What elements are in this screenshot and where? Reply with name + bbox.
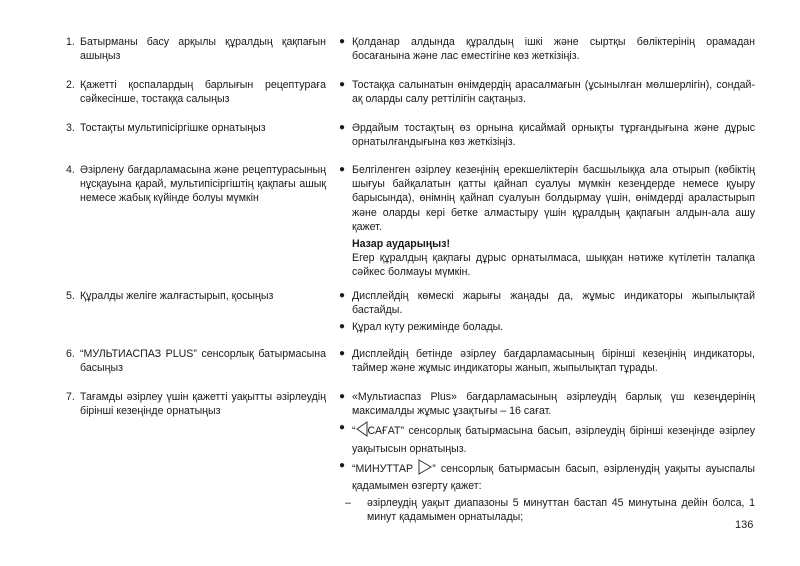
step-number: 5. [66,290,75,302]
step-7-notes [339,390,755,525]
step-number: 4. [66,164,75,176]
step-2-notes [339,78,755,109]
bullet-dot-icon: ● [339,79,346,90]
step-3-instruction [60,121,326,135]
triangle-right-icon [418,459,432,479]
step-5-instruction [60,289,326,303]
triangle-left-icon [356,421,368,441]
bullet-item: ● Әрдайым тостақтың өз орнына қисаймай орнықты тұрғандығына және дұрыс орнатылғандығына көз жеткізіңіз. [339,122,755,149]
step-number: 2. [66,79,75,91]
bullet-dot-icon: ● [339,348,346,359]
bullet-dot-icon: ● [339,290,346,301]
bullet-item: ● «Мультиаспаз Plus» бағдарламасының әзірлеудің барлық үш кезеңдерінің максималды жұмыс ұзақтығы – 16 сағат. [339,391,755,418]
step-number: 7. [66,391,75,403]
step-text: Қажетті қоспалардың барлығын рецептураға сәйкесінше, тостаққа салыңыз [80,79,326,106]
bullet-item: ● Тостаққа салынатын өнімдердің арасалмағын (ұсынылған мөлшерлігін), сондай-ақ оларды салу реттілігін сақтаңыз. [339,79,755,106]
step-number: 3. [66,122,75,134]
bullet-dot-icon: ● [339,422,346,434]
bullet-item: ● Дисплейдің көмескі жарығы жаңады да, жұмыс индикаторы жыпылықтай бастайды. [339,290,755,317]
bullet-dot-icon: ● [339,391,346,402]
dash-icon: – [345,497,351,510]
step-1-instruction [60,35,326,63]
step-4-instruction [60,163,326,206]
step-text: Тағамды әзірлеу үшін қажетті уақытты әзірлеудің бірінші кезеңінде орнатыңыз [80,391,326,418]
attention-heading: Назар аударыңыз! [352,238,450,251]
bullet-item: ● Қолданар алдында құралдың ішкі және сыртқы бөліктерінің орамадан босағанына және лас еместігіне көз жеткізіңіз. [339,36,755,63]
step-text: Әзірлену бағдарламасына және рецептурасының нұсқауына қарай, мультипісіргіштің қақпағы ашық немесе жабық күйінде болуы мүмкін [80,164,326,205]
step-4-notes [339,163,755,280]
bullet-item: ● “ САҒАТ” сенсорлық батырмасына басып, әзірлеудің бірінші кезеңінде әзірлеу уақытысын орнатыңыз. [339,422,755,455]
step-text: Батырманы басу арқылы құралдың қақпағын ашыңыз [80,36,326,63]
step-number: 6. [66,348,75,360]
step-3-notes [339,121,755,152]
step-6-notes [339,347,755,378]
bullet-item: ● “МИНУТТАР ” сенсорлық батырмасын басып, әзірленудің уақыты ауыспалы қадамымен өзгерту қажет: [339,459,755,493]
step-number: 1. [66,36,75,48]
bullet-item: ● Белгіленген әзірлеу кезеңінің ерекшеліктерін басшылыққа ала отырып (көбіктің шығуы байқалатын қатты қайнап суалуы мүмкін кезеңдерде немесе қуыру барысында), өнімнің қайнап суалуын болдырмау үшін, өнімдерді араластырып және оларды кері бетке алмастыру үшін құралдың қақпағын алдын-ала ашу қажет. [339,164,755,233]
bullet-item: ● Құрал күту режимінде болады. [339,321,504,334]
page-number: 136 [735,519,754,531]
step-text: “МУЛЬТИАСПАЗ PLUS” сенсорлық батырмасына басыңыз [80,348,326,375]
step-text: Құралды желіге жалғастырып, қосыңыз [80,290,274,302]
step-7-instruction [60,390,326,418]
bullet-dot-icon: ● [339,122,346,133]
bullet-dot-icon: ● [339,459,346,471]
step-6-instruction [60,347,326,375]
step-2-instruction [60,78,326,106]
bullet-item: ● Дисплейдің бетінде әзірлеу бағдарламасының бірінші кезеңінің индикаторы, таймер және жұмыс индикаторы жанып, жыпылықтап тұрады. [339,348,755,375]
step-5-notes [339,289,755,338]
bullet-dot-icon: ● [339,164,346,175]
step-1-notes [339,35,755,66]
dash-item: – әзірлеудің уақыт диапазоны 5 минуттан бастап 45 минутына дейін болса, 1 минут қадамымен орнатылады; [345,497,755,524]
hour-button-label: САҒАТ [367,425,401,438]
attention-text: Егер құралдың қақпағы дұрыс орнатылмаса, шыққан нәтиже күтілетін талапқа сәйкес болмауы мүмкін. [352,252,755,279]
bullet-dot-icon: ● [339,36,346,47]
step-text: Тостақты мультипісіргішке орнатыңыз [80,122,266,134]
bullet-dot-icon: ● [339,321,346,333]
